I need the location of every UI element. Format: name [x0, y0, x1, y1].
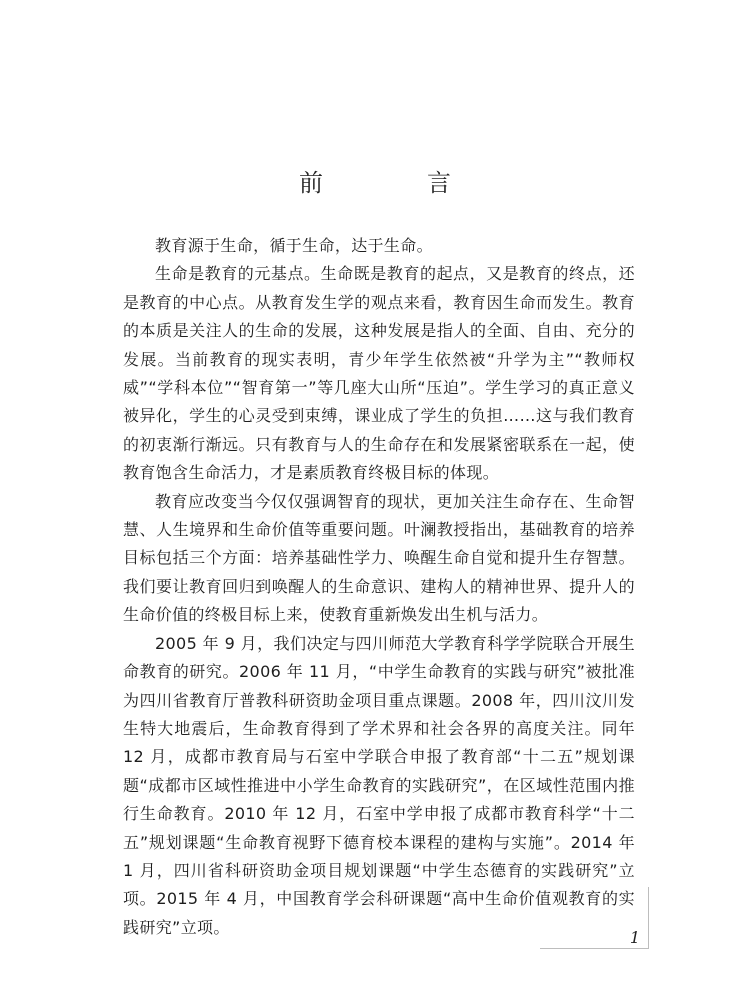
- page-number: 1: [629, 928, 640, 947]
- body-text: [123, 232, 635, 942]
- corner-rule-horizontal: [540, 948, 649, 949]
- paragraph: 教育源于生命，循于生命，达于生命。: [155, 236, 433, 255]
- corner-rule-vertical: [648, 887, 649, 949]
- page-title: 前 言: [299, 169, 491, 197]
- paragraph: 生命是教育的元基点。生命既是教育的起点，又是教育的终点，还是教育的中心点。从教育发生学的观点来看，教育因生命而发生。教育的本质是关注人的生命的发展，这种发展是指人的全面、自由、充分的发展。当前教育的现实表明，青少年学生依然被“升学为主”“教师权威”“学科本位”“智育第一”等几座大山所“压迫”。学生学习的真正意义被异化，学生的心灵受到束缚，课业成了学生的负担……这与我们教育的初衷渐行渐远。只有教育与人的生命存在和发展紧密联系在一起，使教育饱含生命活力，才是素质教育终极目标的体现。: [123, 264, 635, 483]
- paragraph: 教育应改变当今仅仅强调智育的现状，更加关注生命存在、生命智慧、人生境界和生命价值等重要问题。叶澜教授指出，基础教育的培养目标包括三个方面：培养基础性学力、唤醒生命自觉和提升生存智慧。我们要让教育回归到唤醒人的生命意识、建构人的精神世界、提升人的生命价值的终极目标上来，使教育重新焕发出生机与活力。: [123, 491, 635, 625]
- paragraph: 2005 年 9 月，我们决定与四川师范大学教育科学学院联合开展生命教育的研究。2006 年 11 月，“中学生命教育的实践与研究”被批准为四川省教育厅普教科研资助金项目重点课题。2008 年，四川汶川发生特大地震后，生命教育得到了学术界和社会各界的高度关注。同年 12 月，成都市教育局与石室中学联合申报了教育部“十二五”规划课题“成都市区域性推进中小学生命教育的实践研究”，在区域性范围内推行生命教育。2010 年 12 月，石室中学申报了成都市教育科学“十二五”规划课题“生命教育视野下德育校本课程的建构与实施”。2014 年 1 月，四川省科研资助金项目规划课题“中学生态德育的实践研究”立项。2015 年 4 月，中国教育学会科研课题“高中生命价值观教育的实践研究”立项。: [123, 633, 635, 937]
